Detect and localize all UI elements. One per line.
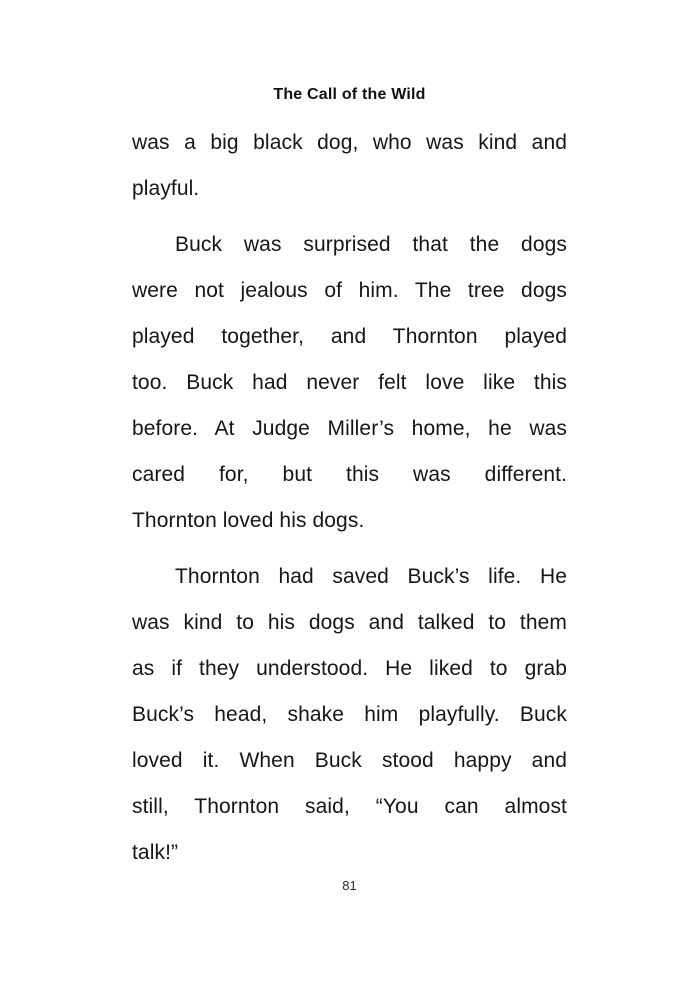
text-line: Thornton had saved Buck’s life. He	[175, 565, 567, 588]
paragraph	[132, 120, 567, 212]
text-line: before. At Judge Miller’s home, he was	[132, 417, 567, 440]
page-number: 81	[342, 878, 357, 893]
text-line: talk!”	[132, 841, 179, 864]
chapter-title: The Call of the Wild	[273, 86, 426, 103]
text-line: Buck was surprised that the dogs	[175, 233, 567, 256]
text-line: was kind to his dogs and talked to them	[132, 611, 567, 634]
text-line: as if they understood. He liked to grab	[132, 657, 567, 680]
paragraph	[132, 554, 567, 876]
paragraph	[132, 222, 567, 544]
text-line: was a big black dog, who was kind and	[132, 131, 567, 154]
text-line: were not jealous of him. The tree dogs	[132, 279, 567, 302]
text-line: playful.	[132, 177, 200, 200]
text-line: Buck’s head, shake him playfully. Buck	[132, 703, 567, 726]
text-line: loved it. When Buck stood happy and	[132, 749, 567, 772]
text-body	[132, 120, 567, 876]
text-line: too. Buck had never felt love like this	[132, 371, 567, 394]
text-line: cared for, but this was different.	[132, 463, 567, 486]
text-line: still, Thornton said, “You can almost	[132, 795, 567, 818]
text-line: played together, and Thornton played	[132, 325, 567, 348]
text-line: Thornton loved his dogs.	[132, 509, 365, 532]
